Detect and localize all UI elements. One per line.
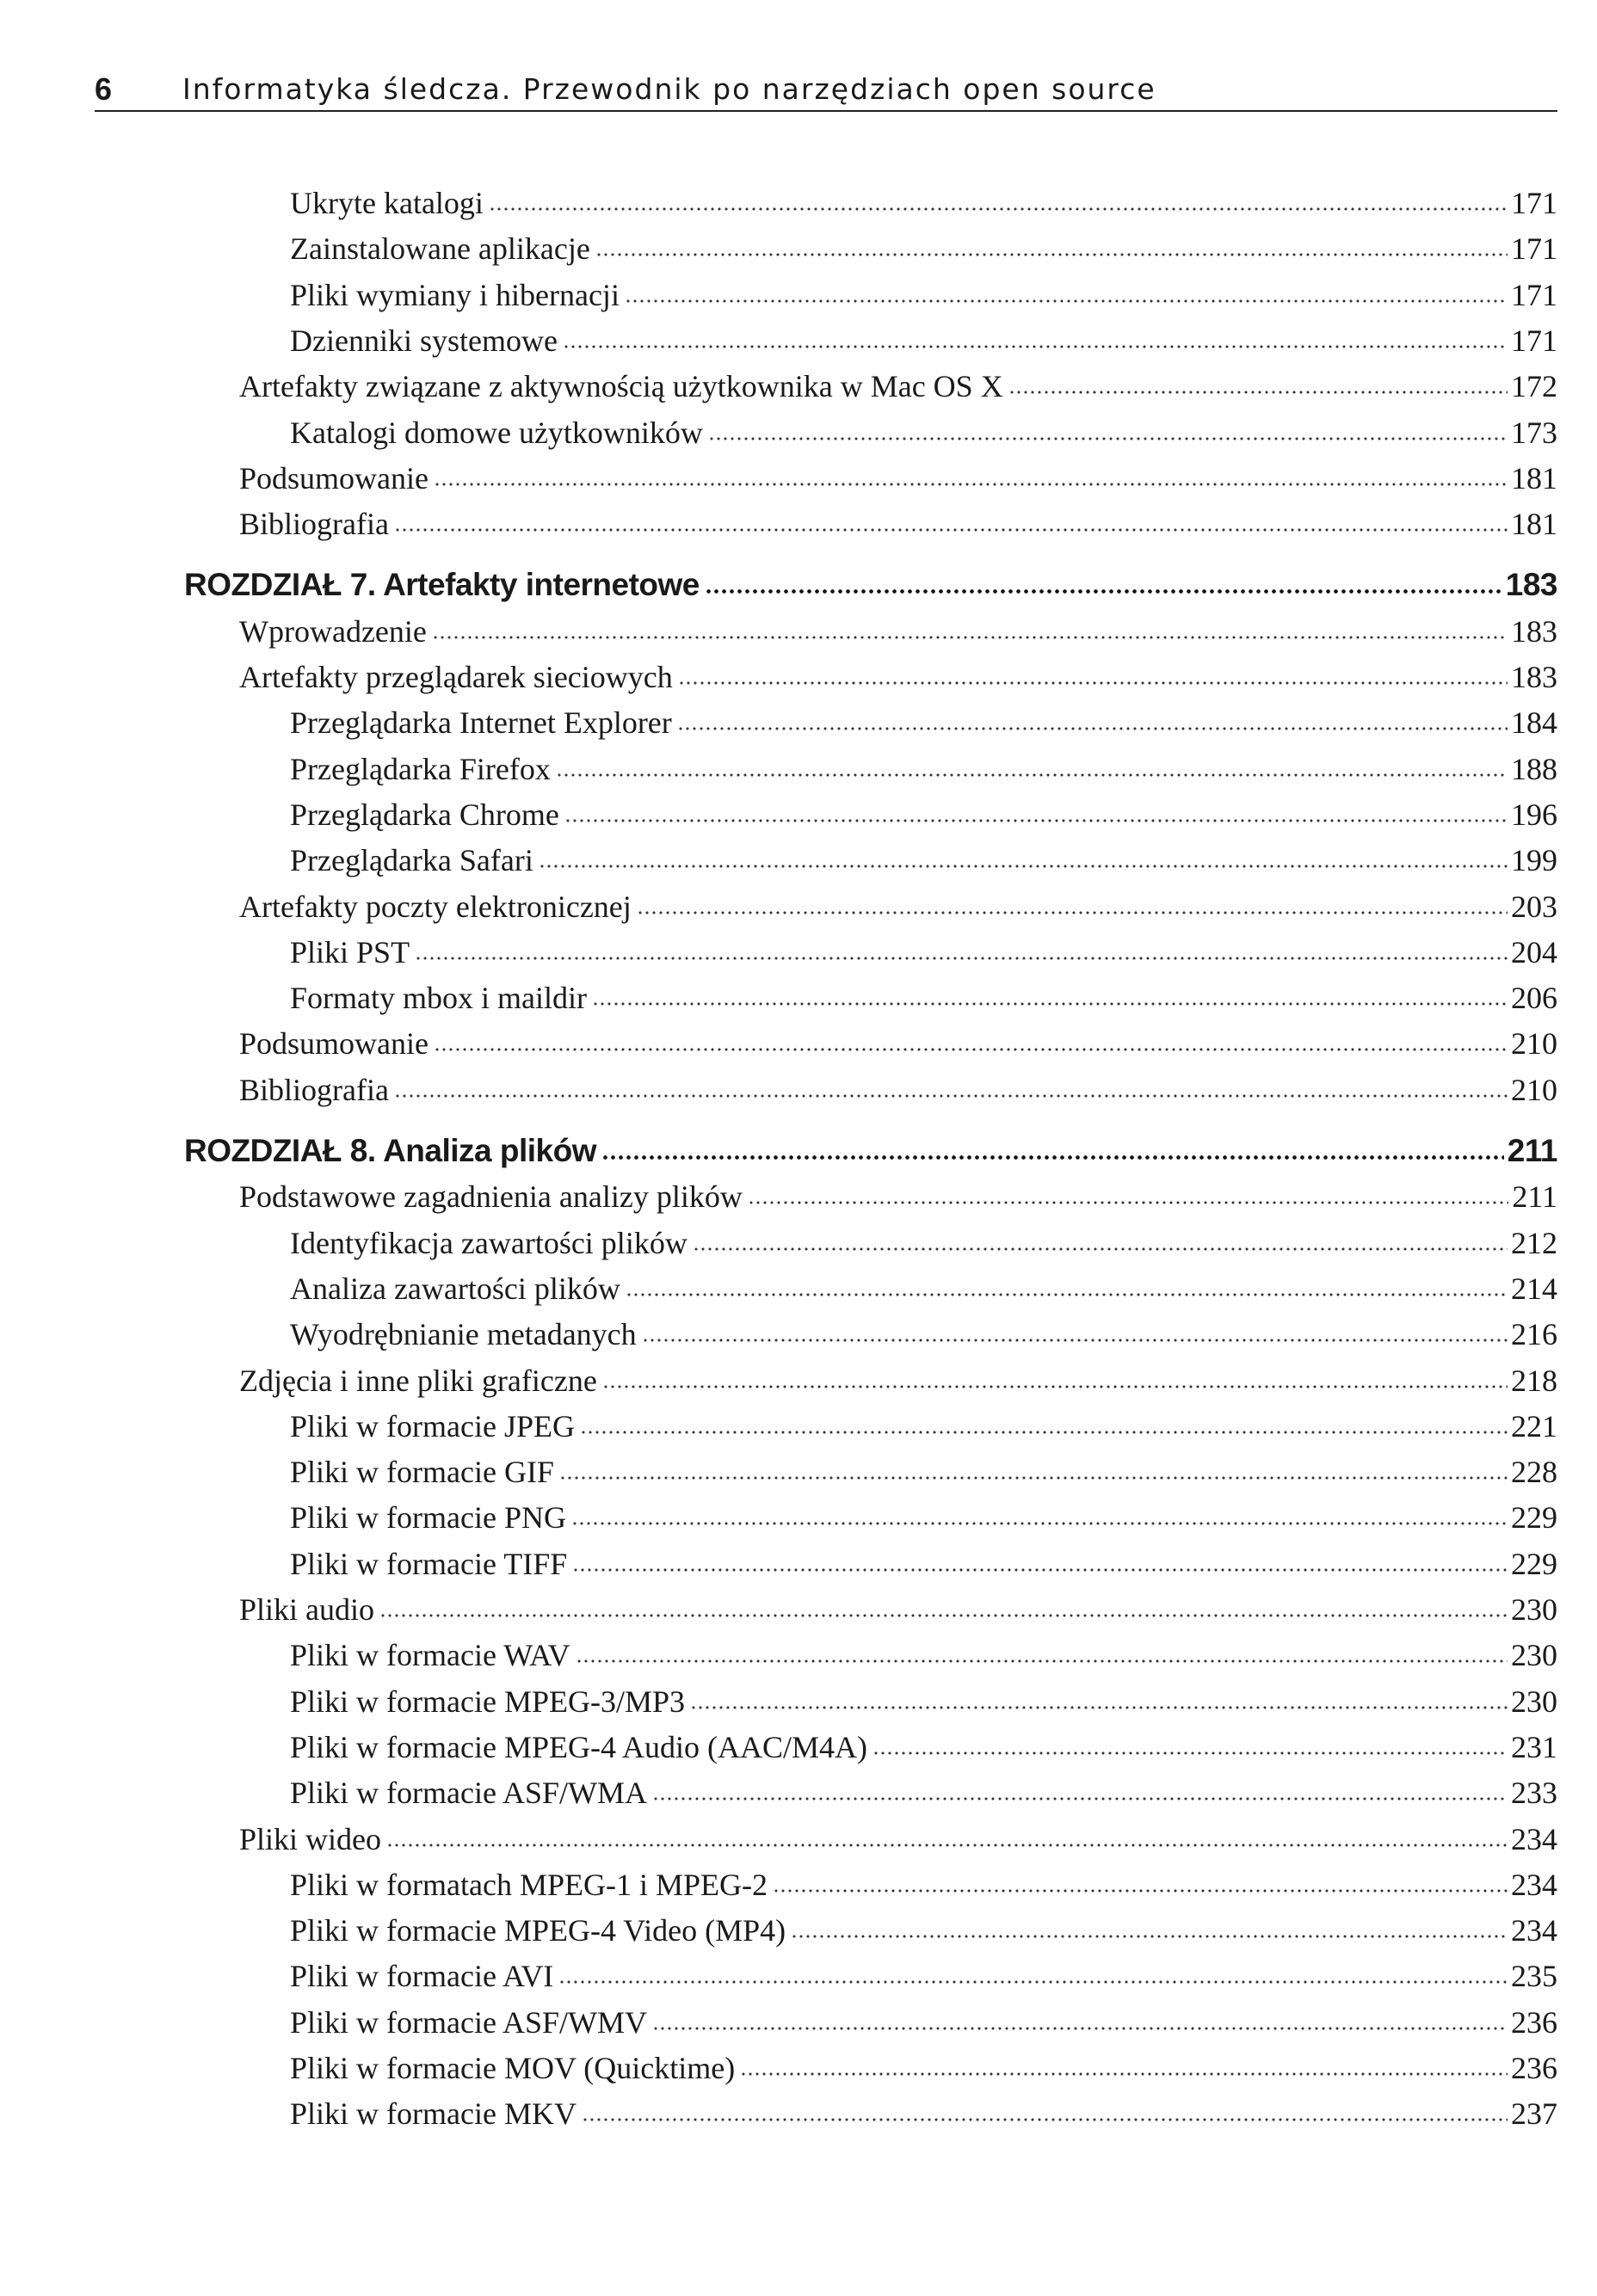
toc-entry (239, 1358, 1557, 1403)
toc-entry-page: 236 (1511, 2004, 1557, 2040)
toc-entry-title: Pliki w formacie TIFF (290, 1546, 568, 1581)
toc-entry (239, 364, 1557, 409)
toc-entry-title: Pliki w formacie GIF (290, 1455, 554, 1490)
dot-leader (677, 723, 1508, 735)
toc-entry-title: Pliki w formacie WAV (290, 1638, 570, 1673)
dot-leader (564, 815, 1508, 827)
toc-entry (290, 792, 1557, 837)
dot-leader (592, 998, 1508, 1010)
toc-entry-title: Artefakty poczty elektronicznej (239, 889, 632, 924)
toc-entry (290, 747, 1557, 791)
toc-entry-title: Pliki w formatach MPEG-1 i MPEG-2 (290, 1867, 768, 1902)
toc-entry-title: Artefakty związane z aktywnością użytkownika w Mac OS X (239, 369, 1003, 404)
toc-entry (290, 273, 1557, 317)
toc-entry-page: 210 (1511, 1072, 1557, 1107)
toc-entry-title: Zainstalowane aplikacje (290, 231, 590, 267)
toc-entry-title: Pliki wideo (239, 1821, 382, 1856)
toc-entry-title: Pliki w formacie ASF/WMV (290, 2004, 647, 2040)
toc-entry-title: Pliki w formacie AVI (290, 1959, 554, 1994)
dot-leader (576, 1655, 1508, 1667)
toc-entry-page: 216 (1511, 1317, 1557, 1352)
toc-entry (239, 1587, 1557, 1632)
toc-entry-title: Pliki w formacie MKV (290, 2096, 577, 2132)
toc-entry-page: 234 (1511, 1821, 1557, 1856)
toc-entry (239, 1068, 1557, 1112)
toc-entry-title: Podsumowanie (239, 1026, 429, 1062)
toc-entry (239, 1817, 1557, 1862)
toc-entry-title: ROZDZIAŁ 8. Analiza plików (184, 1133, 597, 1168)
toc-entry (239, 655, 1557, 699)
toc-entry-page: 230 (1511, 1684, 1557, 1719)
dot-leader (563, 341, 1508, 353)
dot-leader (556, 769, 1508, 781)
page-header (95, 71, 1557, 112)
toc-entry-page: 218 (1511, 1363, 1557, 1398)
toc-entry-title: Bibliografia (239, 1072, 389, 1107)
toc-entry-title: Identyfikacja zawartości plików (290, 1225, 688, 1260)
dot-leader (637, 907, 1508, 919)
toc-entry-title: Bibliografia (239, 507, 389, 542)
toc-entry-page: 229 (1511, 1546, 1557, 1581)
toc-entry-page: 188 (1511, 751, 1557, 786)
toc-entry-page: 230 (1511, 1592, 1557, 1627)
dot-leader (625, 295, 1508, 307)
toc-entry (290, 1404, 1557, 1449)
toc-entry-title: ROZDZIAŁ 7. Artefakty internetowe (184, 567, 700, 603)
toc-entry-page: 231 (1511, 1729, 1557, 1764)
toc-entry (290, 1633, 1557, 1677)
toc-entry-page: 183 (1505, 567, 1557, 603)
dot-leader (705, 585, 1502, 597)
toc-entry-page: 196 (1511, 797, 1557, 832)
toc-entry-title: Pliki wymiany i hibernacji (290, 277, 620, 312)
toc-entry-title: Przeglądarka Chrome (290, 797, 559, 832)
toc-entry (290, 226, 1557, 271)
toc-entry (290, 930, 1557, 975)
toc-entry (290, 181, 1557, 225)
toc-entry-title: Pliki w formacie PNG (290, 1500, 566, 1536)
toc-entry-title: Katalogi domowe użytkowników (290, 415, 703, 450)
toc-entry-page: 214 (1511, 1271, 1557, 1306)
toc-entry-page: 230 (1511, 1638, 1557, 1673)
toc-entry-title: Przeglądarka Internet Explorer (290, 705, 672, 741)
toc-entry (290, 318, 1557, 363)
toc-entry (290, 1495, 1557, 1540)
toc-entry-title: Artefakty przeglądarek sieciowych (239, 660, 673, 694)
dot-leader (394, 524, 1508, 536)
toc-entry (290, 1266, 1557, 1311)
toc-entry (290, 1725, 1557, 1770)
dot-leader (678, 677, 1508, 689)
dot-leader (708, 433, 1508, 445)
dot-leader (595, 249, 1508, 261)
toc-entry-page: 171 (1511, 277, 1557, 312)
toc-entry-title: Zdjęcia i inne pliki graficzne (239, 1363, 597, 1398)
toc-entry-page: 184 (1511, 705, 1557, 741)
dot-leader (572, 1564, 1508, 1576)
toc-entry-page: 171 (1511, 231, 1557, 267)
toc-entry-page: 233 (1511, 1776, 1557, 1811)
toc-entry-page: 173 (1511, 415, 1557, 450)
dot-leader (434, 1043, 1508, 1056)
toc-entry-title: Wprowadzenie (239, 613, 427, 649)
toc-entry-title: Podstawowe zagadnienia analizy plików (239, 1179, 743, 1215)
dot-leader (580, 1426, 1508, 1438)
toc-entry-title: Dzienniki systemowe (290, 323, 558, 358)
dot-leader (773, 1885, 1508, 1897)
toc-entry (290, 1954, 1557, 1998)
dot-leader (571, 1517, 1508, 1530)
dot-leader (748, 1197, 1509, 1209)
dot-leader (690, 1702, 1508, 1714)
dot-leader (582, 2114, 1508, 2126)
toc-entry (290, 1312, 1557, 1357)
toc-entry-page: 234 (1511, 1867, 1557, 1902)
toc-entry-page: 181 (1511, 507, 1557, 542)
toc-entry-page: 237 (1511, 2096, 1557, 2132)
dot-leader (791, 1930, 1508, 1942)
dot-leader (394, 1090, 1508, 1102)
toc-entry-page: 235 (1511, 1959, 1557, 1994)
toc-entry-page: 234 (1511, 1913, 1557, 1948)
toc-entry-page: 211 (1507, 1133, 1557, 1168)
toc-chapter-entry (184, 563, 1557, 607)
toc-entry-page: 183 (1511, 660, 1557, 694)
page-number: 6 (95, 71, 113, 107)
dot-leader (872, 1747, 1508, 1759)
dot-leader (489, 203, 1508, 215)
dot-leader (740, 2068, 1508, 2080)
toc-entry-title: Pliki w formacie MPEG-4 Video (MP4) (290, 1913, 786, 1948)
toc-entry-page: 181 (1511, 460, 1557, 496)
toc-entry-page: 199 (1511, 843, 1557, 878)
toc-entry-page: 171 (1511, 186, 1557, 220)
toc-entry-page: 183 (1511, 613, 1557, 649)
toc-entry-page: 171 (1511, 323, 1557, 358)
dot-leader (558, 1976, 1508, 1988)
dot-leader (386, 1839, 1508, 1851)
dot-leader (379, 1610, 1508, 1622)
toc-entry-title: Analiza zawartości plików (290, 1271, 620, 1306)
toc-entry-page: 210 (1511, 1026, 1557, 1062)
toc-entry-title: Pliki w formacie MPEG-3/MP3 (290, 1684, 685, 1719)
dot-leader (559, 1472, 1508, 1484)
dot-leader (693, 1243, 1508, 1255)
toc-entry-title: Pliki w formacie ASF/WMA (290, 1776, 647, 1811)
toc-entry-page: 229 (1511, 1500, 1557, 1536)
toc-entry-page: 172 (1511, 369, 1557, 404)
dot-leader (601, 1151, 1504, 1163)
toc-entry-title: Wyodrębnianie metadanych (290, 1317, 637, 1352)
toc-entry-title: Formaty mbox i maildir (290, 981, 587, 1016)
toc-entry-page: 221 (1511, 1408, 1557, 1443)
toc-entry (290, 2091, 1557, 2136)
toc-entry (290, 700, 1557, 745)
toc-entry-page: 203 (1511, 889, 1557, 924)
toc-entry-page: 204 (1511, 934, 1557, 969)
toc-entry-title: Pliki audio (239, 1592, 375, 1627)
toc-entry (290, 1450, 1557, 1494)
toc-entry (290, 1908, 1557, 1953)
dot-leader (415, 952, 1508, 964)
toc-entry (239, 502, 1557, 546)
toc-entry (290, 2000, 1557, 2045)
toc-chapter-entry (184, 1129, 1557, 1173)
toc-entry (290, 1221, 1557, 1265)
toc-entry (239, 609, 1557, 654)
toc-entry (239, 1021, 1557, 1066)
toc-entry (290, 2046, 1557, 2090)
dot-leader (652, 1793, 1508, 1805)
dot-leader (1008, 386, 1508, 398)
toc-entry-page: 236 (1511, 2051, 1557, 2085)
toc-entry-title: Pliki w formacie MPEG-4 Audio (AAC/M4A) (290, 1729, 867, 1764)
toc-entry-title: Pliki PST (290, 934, 410, 969)
toc-entry-title: Pliki w formacie JPEG (290, 1408, 575, 1443)
toc-entry (290, 410, 1557, 455)
toc-entry (290, 1542, 1557, 1586)
toc-entry-page: 211 (1512, 1179, 1557, 1215)
toc-entry-title: Podsumowanie (239, 460, 429, 496)
toc-entry-title: Ukryte katalogi (290, 186, 484, 220)
toc-entry-title: Przeglądarka Safari (290, 843, 533, 878)
toc-entry-title: Przeglądarka Firefox (290, 751, 551, 786)
dot-leader (434, 478, 1508, 490)
running-title: Informatyka śledcza. Przewodnik po narzędziach open source (182, 72, 1156, 106)
toc-entry (290, 1862, 1557, 1907)
toc-entry (290, 1679, 1557, 1724)
toc-entry-page: 228 (1511, 1455, 1557, 1490)
toc-entry (239, 456, 1557, 501)
toc-entry (239, 884, 1557, 929)
dot-leader (642, 1334, 1508, 1346)
toc-entry-page: 212 (1511, 1225, 1557, 1260)
toc-entry (290, 1770, 1557, 1815)
dot-leader (432, 631, 1508, 643)
toc-entry-title: Pliki w formacie MOV (Quicktime) (290, 2051, 736, 2085)
toc-entry (290, 976, 1557, 1020)
dot-leader (602, 1381, 1508, 1393)
toc-entry (239, 1174, 1557, 1219)
toc-entry (290, 838, 1557, 883)
dot-leader (539, 860, 1508, 872)
dot-leader (652, 2022, 1508, 2034)
dot-leader (626, 1289, 1508, 1301)
toc-entry-page: 206 (1511, 981, 1557, 1016)
